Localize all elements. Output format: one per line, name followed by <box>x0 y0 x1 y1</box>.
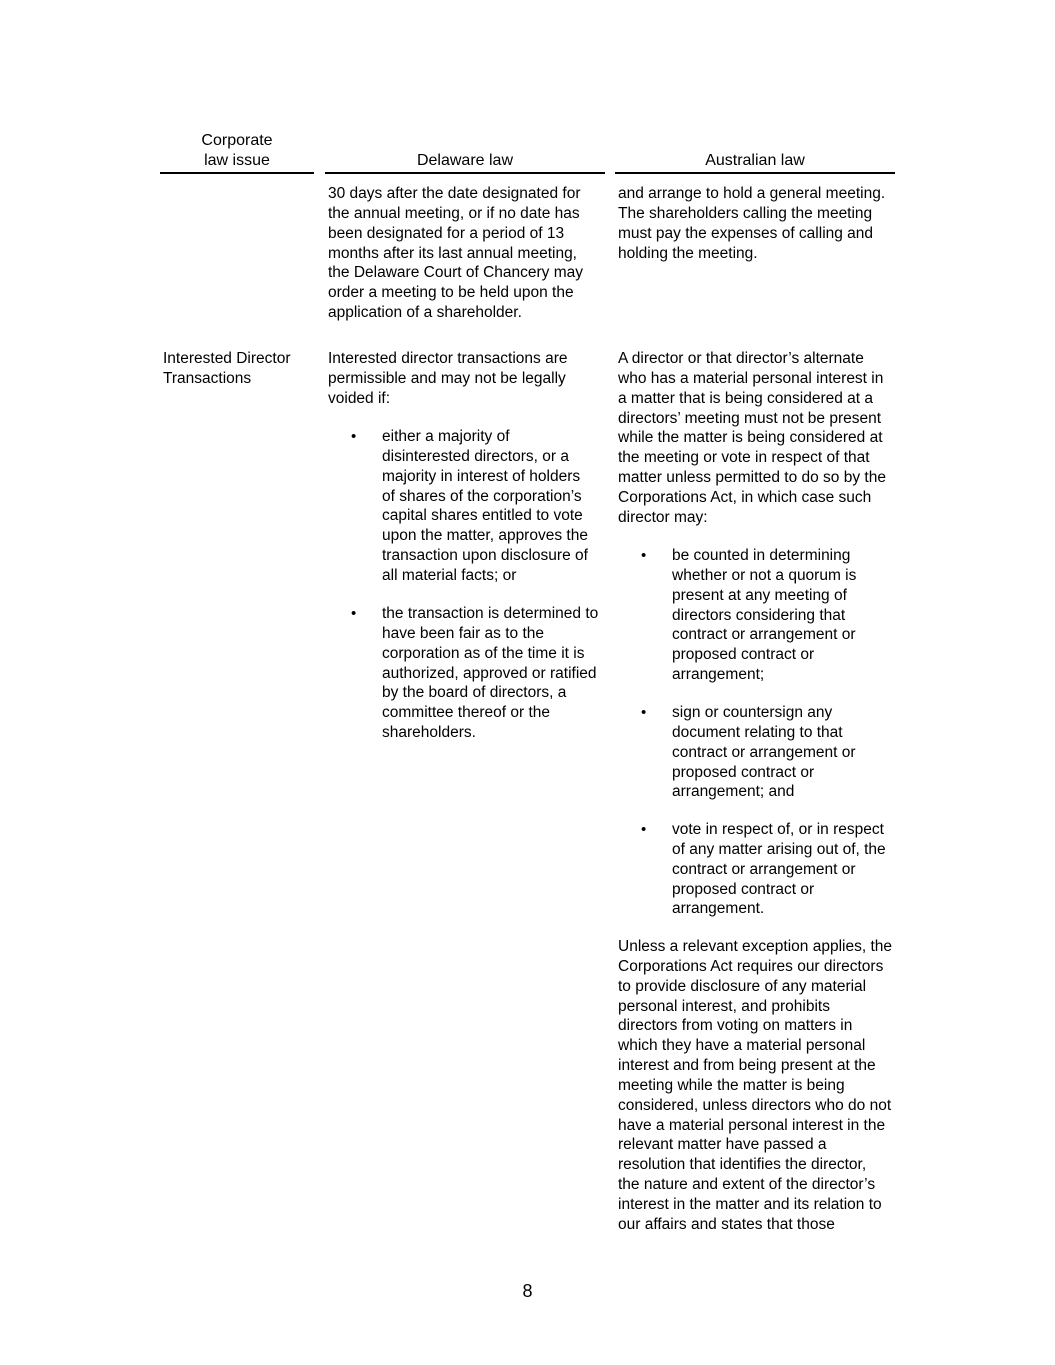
text-line: whether or not a quorum is <box>672 566 857 584</box>
text-line: the Delaware Court of Chancery may <box>328 264 584 282</box>
text-line: be counted in determining <box>672 547 851 564</box>
text-line: arrangement; <box>672 666 765 684</box>
text-line: present at any meeting of <box>672 586 847 604</box>
text-line: have been fair as to the <box>382 624 545 642</box>
text-line: the transaction is determined to <box>382 605 599 622</box>
text-line: either a majority of <box>382 428 510 445</box>
text-line: majority in interest of holders <box>382 467 581 485</box>
text-line: all material facts; or <box>382 566 517 584</box>
text-line: while the matter is being considered at <box>618 429 883 447</box>
text-line: by the board of directors, a <box>382 684 567 702</box>
text-line: months after its last annual meeting, <box>328 244 577 262</box>
text-line: who has a material personal interest in <box>618 369 884 387</box>
text-line: Transactions <box>163 369 252 387</box>
text-line: interest and from being present at the <box>618 1057 876 1075</box>
page-number: 8 <box>522 1281 533 1301</box>
bullet-icon: • <box>351 605 357 622</box>
text-line: a matter that is being considered at a <box>618 389 874 407</box>
text-line: interest in the matter and its relation to <box>618 1195 882 1213</box>
australian-interested-closing <box>618 937 892 1235</box>
column-header-delaware-law: Delaware law <box>325 151 605 174</box>
text-line: contract or arrangement or <box>672 860 856 878</box>
text-line: committee thereof or the <box>382 704 550 722</box>
text-line: directors considering that <box>672 606 846 624</box>
delaware-interested-intro <box>328 349 568 409</box>
bullet-icon: • <box>641 821 647 838</box>
text-line: arrangement; and <box>672 783 795 801</box>
text-line: been designated for a period of 13 <box>328 224 565 242</box>
text-line: document relating to that <box>672 723 843 741</box>
text-line: Interested director transactions are <box>328 350 568 367</box>
text-line: Corporations Act, in which case such <box>618 488 872 506</box>
bullet-icon: • <box>641 547 647 564</box>
text-line: the meeting or vote in respect of that <box>618 449 870 467</box>
column-header-australian-law: Australian law <box>615 151 895 174</box>
delaware-bullet-1 <box>382 427 588 586</box>
delaware-meeting-text <box>328 184 583 323</box>
text-line: proposed contract or <box>672 763 815 781</box>
text-line: Unless a relevant exception applies, the <box>618 938 892 955</box>
text-line: capital shares entitled to vote <box>382 507 583 525</box>
text-line: proposed contract or <box>672 880 815 898</box>
text-line: must pay the expenses of calling and <box>618 224 874 242</box>
text-line: resolution that identifies the director, <box>618 1156 867 1174</box>
text-line: the annual meeting, or if no date has <box>328 204 580 222</box>
text-line: holding the meeting. <box>618 244 758 262</box>
australian-bullet-3 <box>672 820 886 919</box>
text-line: contract or arrangement or <box>672 626 856 644</box>
australian-meeting-text <box>618 184 885 263</box>
text-line: sign or countersign any <box>672 704 833 721</box>
delaware-bullet-2 <box>382 604 598 743</box>
text-line: transaction upon disclosure of <box>382 547 588 565</box>
text-line: and arrange to hold a general meeting. <box>618 185 886 202</box>
issue-interested-director-transactions <box>163 349 291 389</box>
australian-bullet-1 <box>672 546 856 685</box>
header-issue-line-1: Corporate <box>201 132 273 149</box>
text-line: 30 days after the date designated for <box>328 185 581 202</box>
text-line: Corporations Act requires our directors <box>618 957 884 975</box>
text-line: proposed contract or <box>672 646 815 664</box>
text-line: the nature and extent of the director’s <box>618 1176 876 1194</box>
text-line: of any matter arising out of, the <box>672 840 886 858</box>
text-line: personal interest, and prohibits <box>618 997 830 1015</box>
text-line: A director or that director’s alternate <box>618 350 864 367</box>
text-line: Interested Director <box>163 350 291 367</box>
text-line: disinterested directors, or a <box>382 447 569 465</box>
text-line: relevant matter have passed a <box>618 1136 827 1154</box>
text-line: permissible and may not be legally <box>328 369 566 387</box>
text-line: arrangement. <box>672 900 765 918</box>
text-line: order a meeting to be held upon the <box>328 284 574 302</box>
text-line: director may: <box>618 508 708 526</box>
text-line: have a material personal interest in the <box>618 1116 886 1134</box>
text-line: our affairs and states that those <box>618 1215 835 1233</box>
bullet-icon: • <box>351 428 357 445</box>
text-line: The shareholders calling the meeting <box>618 204 873 222</box>
text-line: meeting while the matter is being <box>618 1076 845 1094</box>
text-line: considered, unless directors who do not <box>618 1096 892 1114</box>
text-line: matter unless permitted to do so by the <box>618 469 886 487</box>
header-issue-line-2: law issue <box>204 152 270 169</box>
text-line: to provide disclosure of any material <box>618 977 867 995</box>
text-line: of shares of the corporation’s <box>382 487 582 505</box>
text-line: directors from voting on matters in <box>618 1017 853 1035</box>
text-line: voided if: <box>328 389 391 407</box>
column-header-corporate-law-issue <box>160 131 314 174</box>
text-line: authorized, approved or ratified <box>382 664 597 682</box>
text-line: which they have a material personal <box>618 1037 866 1055</box>
bullet-icon: • <box>641 704 647 721</box>
australian-interested-intro <box>618 349 886 528</box>
text-line: upon the matter, approves the <box>382 527 588 545</box>
australian-bullet-2 <box>672 703 856 802</box>
text-line: vote in respect of, or in respect <box>672 821 884 838</box>
text-line: application of a shareholder. <box>328 304 522 322</box>
text-line: contract or arrangement or <box>672 743 856 761</box>
text-line: shareholders. <box>382 724 476 742</box>
text-line: directors’ meeting must not be present <box>618 409 882 427</box>
text-line: corporation as of the time it is <box>382 644 585 662</box>
